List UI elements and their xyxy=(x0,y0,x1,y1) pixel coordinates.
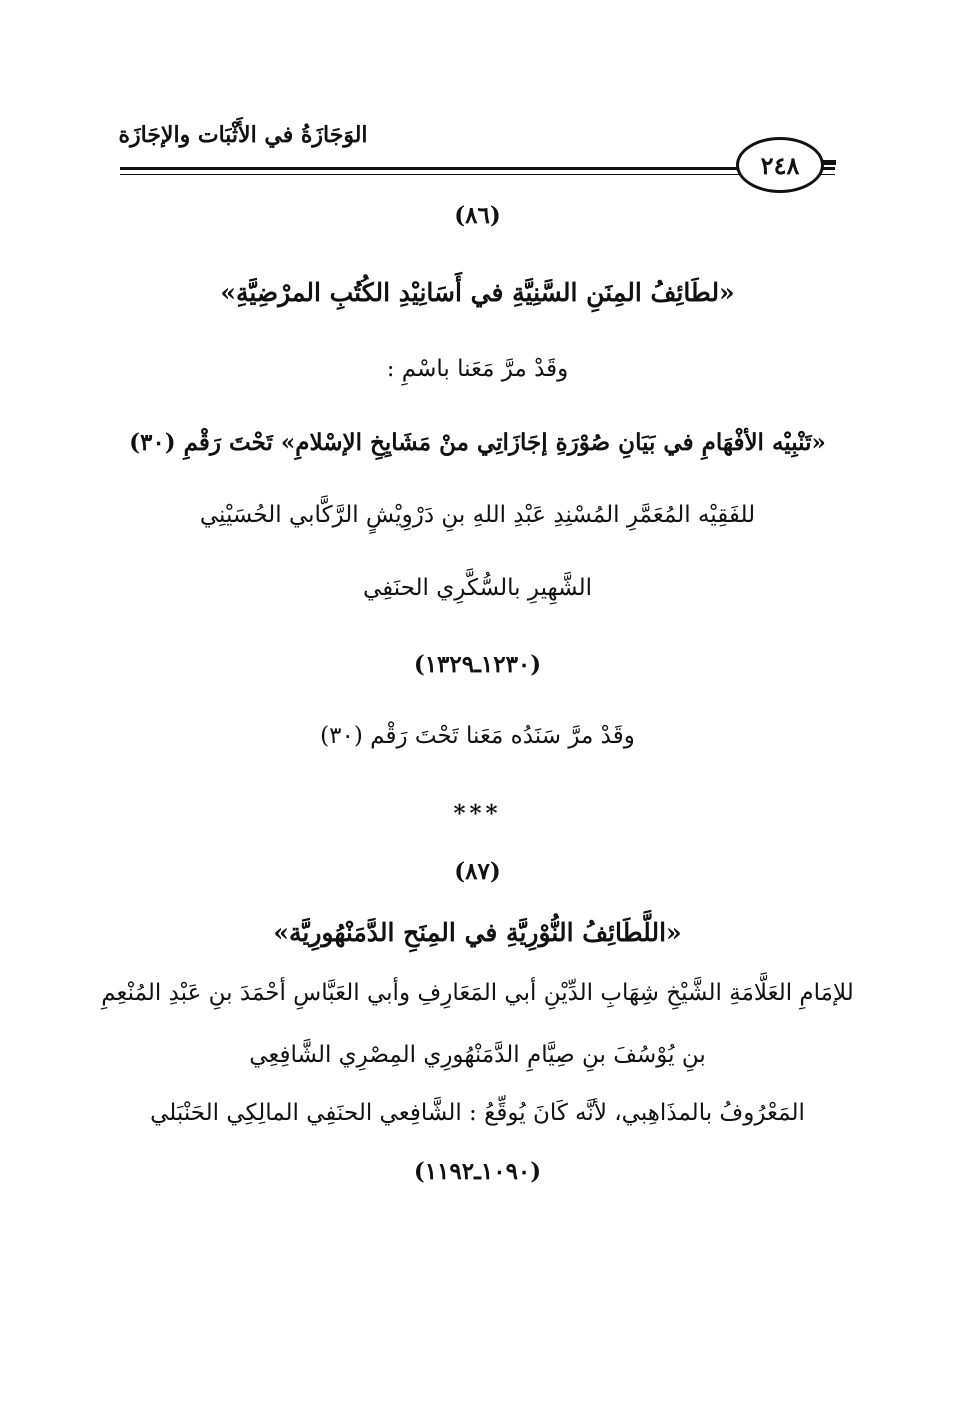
entry-title: «اللَّطَائِفُ النُّوْرِيَّةِ في المِنَحِ الدَّمَنْهُورِيَّة» xyxy=(273,918,682,947)
page-number: ٢٤٨ xyxy=(760,150,800,180)
entry-dates: (١٢٣٠ـ١٣٢٩) xyxy=(413,651,542,678)
entry-author-line-1: للإمَامِ العَلَّامَةِ الشَّيْخِ شِهَابِ الدِّيْنِ أبي المَعَارِفِ وأبي العَبَّاسِ أحْمَدَ بنِ عَبْدِ المُنْعِمِ xyxy=(101,980,854,1006)
entry-reference: «تَنْبِيْه الأفْهَامِ في بَيَانِ صُوْرَةِ إجَازَاتِي منْ مَشَايِخِ الإسْلامِ» تَحْتَ رَقْمِ (٣٠) xyxy=(129,429,826,456)
entry-author-line-1: للفَقِيْه المُعَمَّرِ المُسْنِدِ عَبْدِ اللهِ بنِ دَرْوِيْشٍ الرَّكَّابي الحُسَيْنِي xyxy=(199,502,756,528)
section-separator: *** xyxy=(453,800,502,827)
entry-author-line-3: المَعْرُوفُ بالمذَاهِبي، لأنَّه كَانَ يُوقِّعُ : الشَّافِعي الحنَفِي المالِكِي الحَنْبَلي xyxy=(150,1100,805,1126)
entry-dates: (١٠٩٠ـ١١٩٢) xyxy=(413,1158,542,1185)
header-rule-thin xyxy=(120,174,835,175)
entry-number: (٨٦) xyxy=(454,202,501,229)
page-number-oval xyxy=(736,137,824,193)
header-rule-thick xyxy=(120,167,835,170)
entry-author-line-2: بنِ يُوْسُفَ بنِ صِيَّامِ الدَّمَنْهُورِي المِصْرِي الشَّافِعِي xyxy=(249,1042,706,1068)
entry-intro: وقَدْ مرَّ مَعَنا باسْمِ : xyxy=(386,356,569,382)
entry-author-line-2: الشَّهِيرِ بالسُّكَّرِي الحنَفِي xyxy=(362,575,593,601)
entry-number: (٨٧) xyxy=(454,858,501,885)
entry-title: «لطَائِفُ المِنَنِ السَّنِيَّةِ في أَسَانِيْدِ الكُتُبِ المرْضِيَّةِ» xyxy=(220,278,735,307)
running-title: الوَجَازَةُ في الأَثْبَات والإجَازَة xyxy=(118,122,368,148)
entry-note: وقَدْ مرَّ سَنَدُه مَعَنا تَحْتَ رَقْم (٣٠) xyxy=(320,723,635,749)
